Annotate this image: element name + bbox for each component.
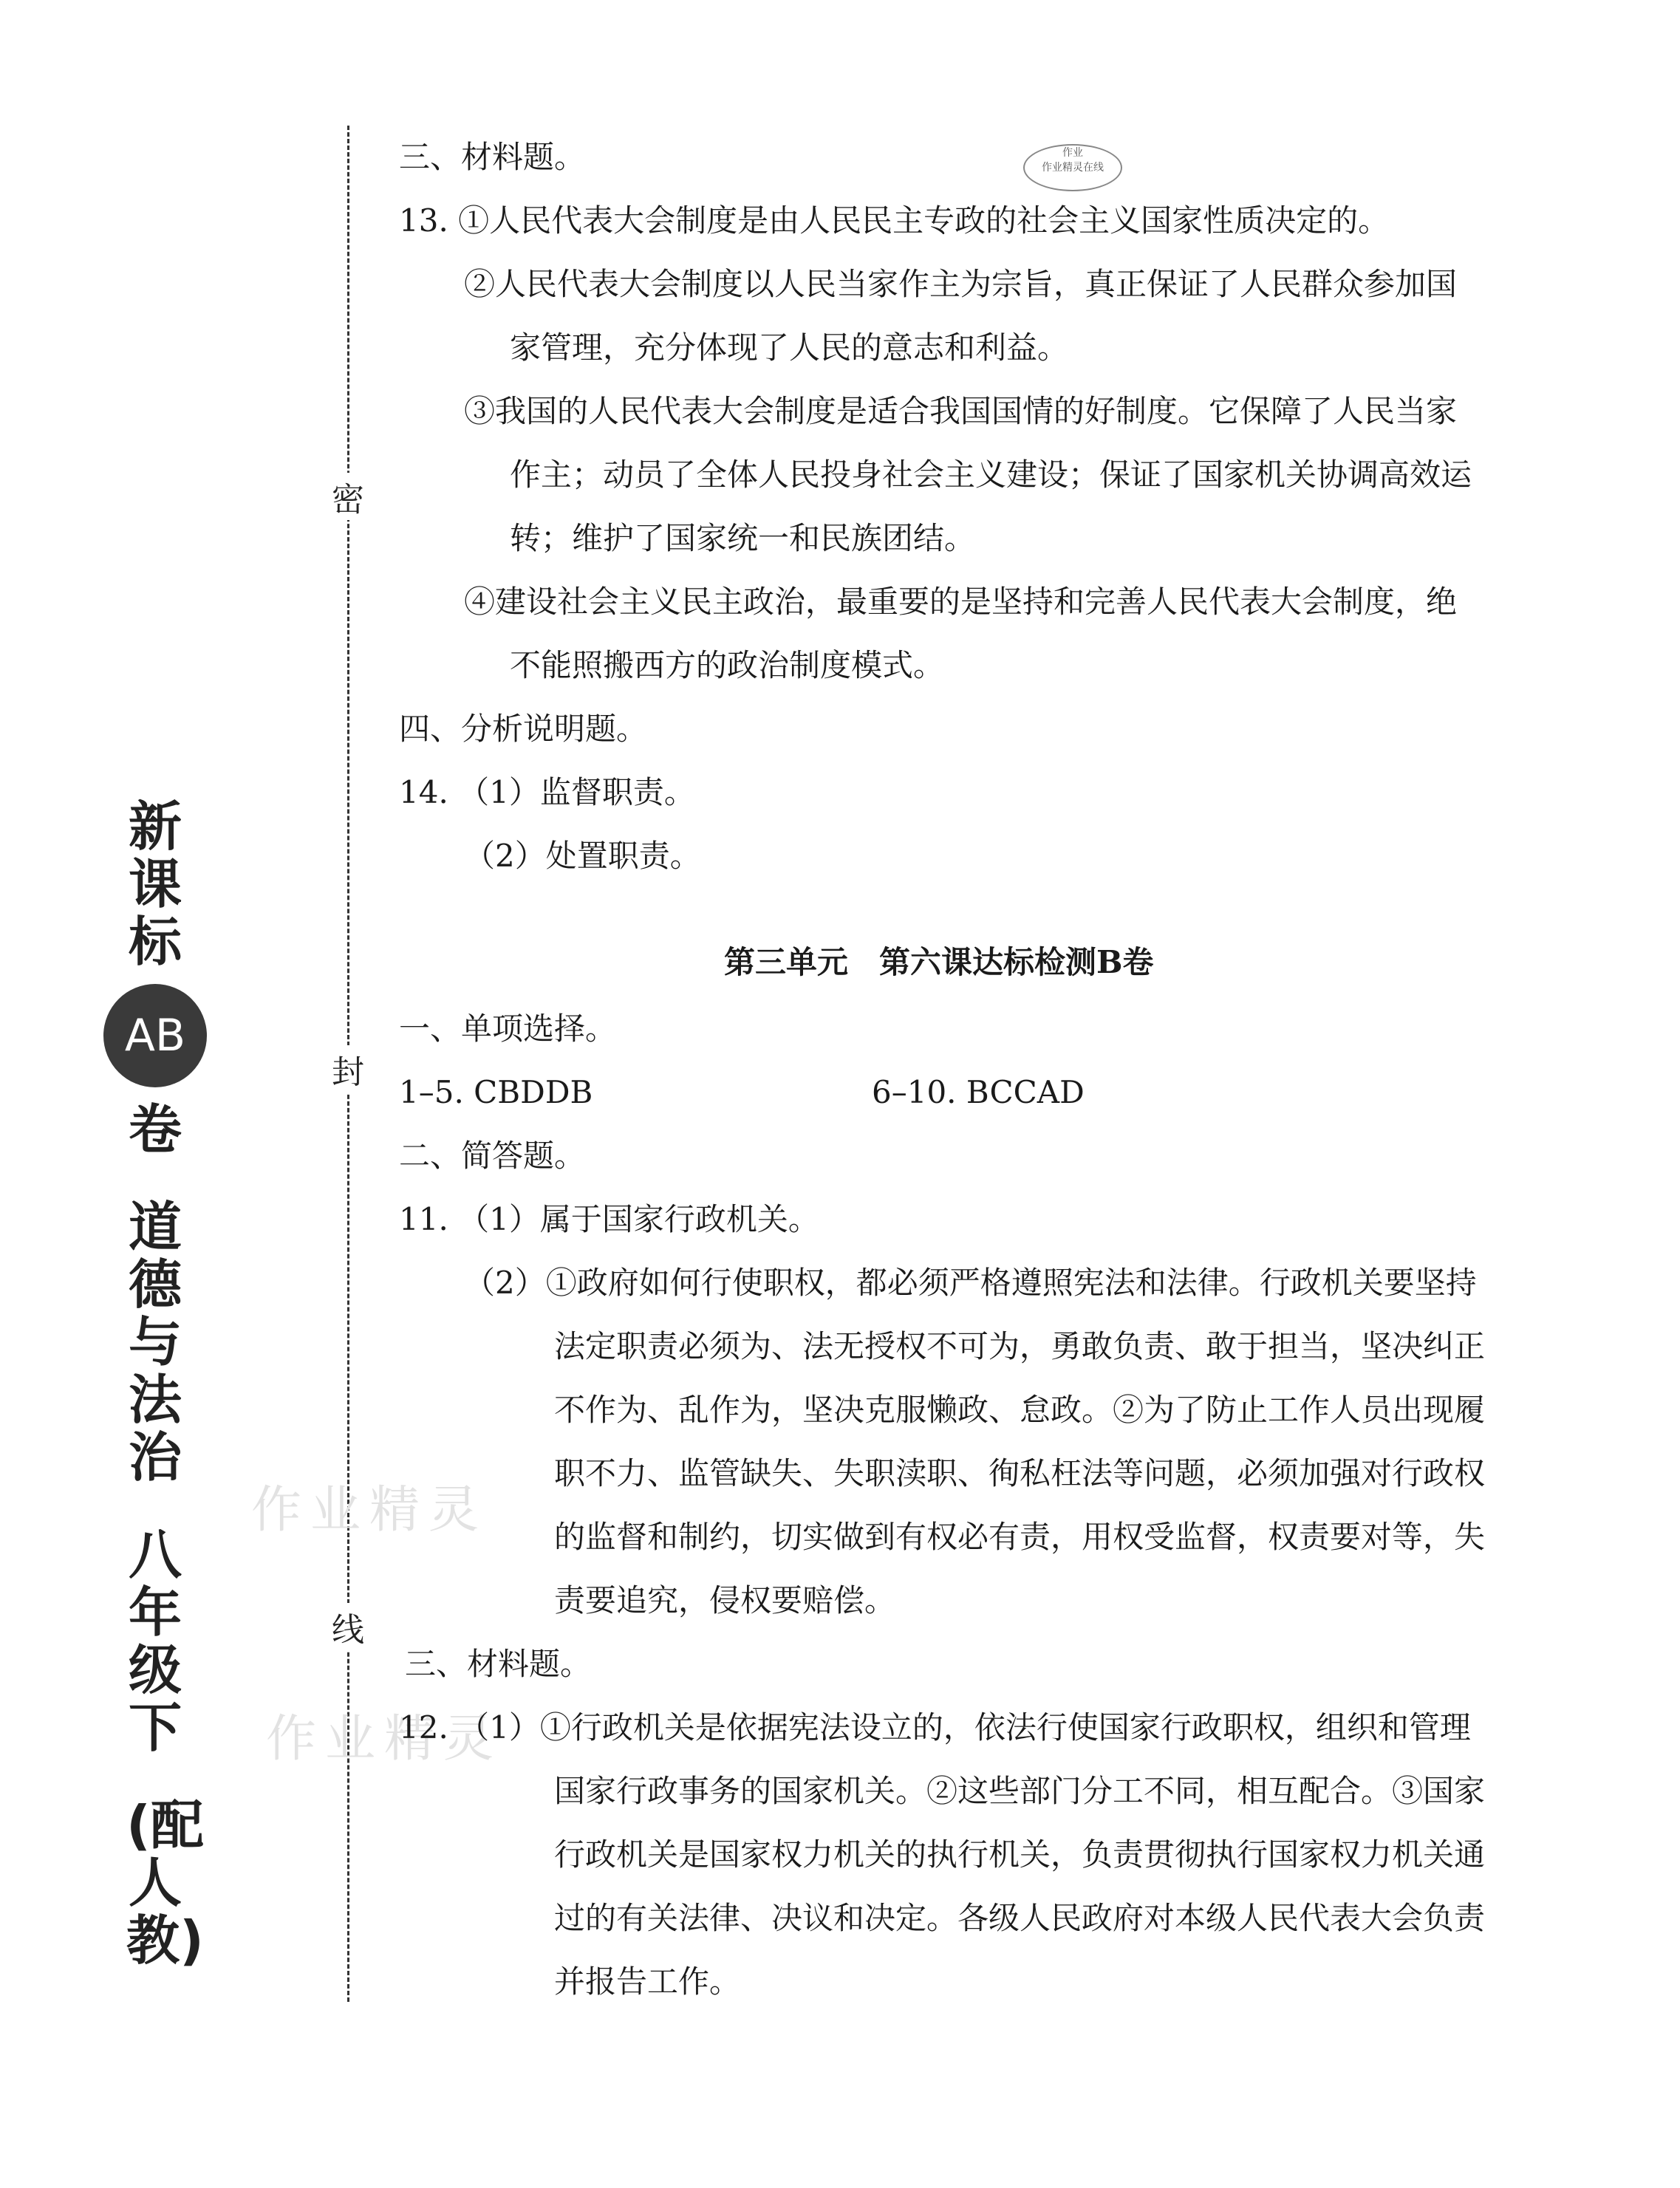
answer-line: 12. （1）①行政机关是依据宪法设立的，依法行使国家行政职权，组织和管理 [399, 1709, 1471, 1746]
spine-series: 新课标 [128, 796, 182, 973]
answer-line: 转；维护了国家统一和民族团结。 [510, 520, 976, 556]
answer-line: 不能照搬西方的政治制度模式。 [510, 647, 945, 683]
answer-line: 行政机关是国家权力机关的执行机关，负责贯彻执行国家权力机关通 [554, 1836, 1486, 1873]
answer-line: 职不力、监管缺失、失职渎职、徇私枉法等问题，必须加强对行政权 [554, 1455, 1486, 1491]
spine-subject: 道德与法治 [128, 1196, 182, 1488]
section-heading: 三、材料题。 [399, 139, 586, 175]
spine-grade: 八年级下 [128, 1524, 182, 1759]
answer-line: 13. ①人民代表大会制度是由人民民主专政的社会主义国家性质决定的。 [399, 202, 1390, 239]
stamp-top: 作业 [1062, 147, 1083, 159]
answer-line: ②人民代表大会制度以人民当家作主为宗旨，真正保证了人民群众参加国 [464, 266, 1458, 302]
spine-edition: (配人教) [126, 1794, 204, 1972]
watermark: 作业精灵 [266, 1710, 503, 1768]
answer-line: 国家行政事务的国家机关。②这些部门分工不同，相互配合。③国家 [554, 1773, 1486, 1809]
section-heading: 二、简答题。 [399, 1138, 586, 1174]
answer-line: （2）处置职责。 [464, 838, 701, 874]
answer-line: ④建设社会主义民主政治，最重要的是坚持和完善人民代表大会制度，绝 [464, 584, 1458, 620]
section-heading: 四、分析说明题。 [399, 711, 648, 747]
binding-xian: 线 [322, 1603, 374, 1650]
binding-mi: 密 [322, 473, 374, 520]
answer-line: 过的有关法律、决议和决定。各级人民政府对本级人民代表大会负责 [554, 1900, 1486, 1936]
homework-stamp [1023, 144, 1122, 191]
ab-badge: AB [103, 984, 207, 1087]
answer-line: （2）①政府如何行使职权，都必须严格遵照宪法和法律。行政机关要坚持 [464, 1265, 1477, 1301]
answer-line: 的监督和制约，切实做到有权必有责，用权受监督，权责要对等，失 [554, 1519, 1486, 1555]
answer-line: 作主；动员了全体人民投身社会主义建设；保证了国家机关协调高效运 [510, 457, 1472, 493]
answer-line: 法定职责必须为、法无授权不可为，勇敢负责、敢于担当，坚决纠正 [554, 1328, 1486, 1364]
unit-title: 第三单元 第六课达标检测B卷 [724, 944, 1154, 980]
section-heading: 一、单项选择。 [399, 1011, 617, 1047]
answer-line: 6–10. BCCAD [872, 1074, 1085, 1110]
stamp-bottom: 作业精灵在线 [1042, 162, 1104, 174]
section-heading: 三、材料题。 [405, 1646, 592, 1682]
answer-line: ③我国的人民代表大会制度是适合我国国情的好制度。它保障了人民当家 [464, 393, 1458, 429]
book-spine [103, 796, 207, 1972]
answer-line: 11. （1）属于国家行政机关。 [399, 1201, 819, 1237]
watermark: 作业精灵 [251, 1481, 488, 1539]
spine-volume: 卷 [128, 1098, 182, 1160]
answer-line: 14. （1）监督职责。 [399, 774, 695, 810]
answer-line: 家管理，充分体现了人民的意志和利益。 [510, 329, 1069, 366]
answer-line: 不作为、乱作为，坚决克服懒政、怠政。②为了防止工作人员出现履 [554, 1392, 1486, 1428]
answer-line: 并报告工作。 [554, 1963, 741, 2000]
answer-line: 1–5. CBDDB [399, 1074, 593, 1110]
answer-line: 责要追究，侵权要赔偿。 [554, 1582, 896, 1618]
binding-feng: 封 [322, 1045, 374, 1093]
